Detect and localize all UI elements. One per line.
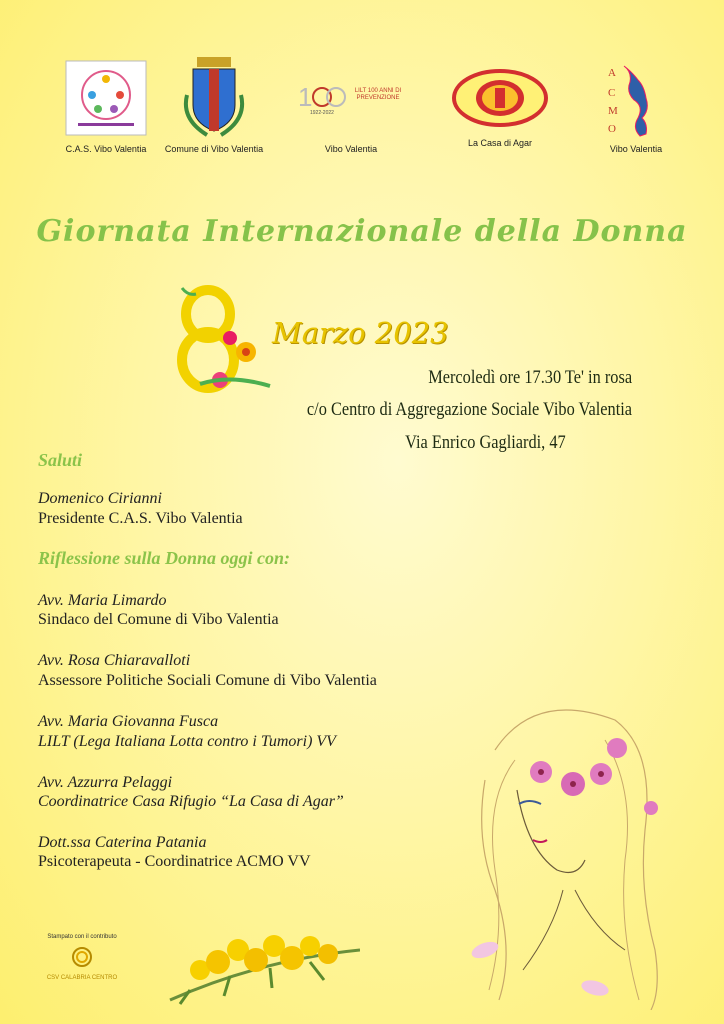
speaker-name: Avv. Azzurra Pelaggi: [38, 774, 173, 791]
lilt-text: LILT 100 ANNI DI PREVENZIONE: [354, 88, 402, 102]
casa-di-agar-icon: [451, 68, 549, 128]
speaker-name: Dott.ssa Caterina Patania: [38, 834, 207, 851]
woman-illustration-icon: [455, 690, 675, 1010]
speaker-role: Presidente C.A.S. Vibo Valentia: [38, 510, 243, 527]
mimosa-branch-icon: [160, 910, 360, 1010]
logo-lilt: [296, 58, 406, 154]
riflessione-heading: Riflessione sulla Donna oggi con:: [38, 548, 291, 568]
speaker-role: Coordinatrice Casa Rifugio “La Casa di Agar”: [38, 793, 344, 810]
acmo-map-icon: [594, 56, 678, 140]
acmo-letter: C: [608, 87, 616, 99]
sponsor-name: CSV CALABRIA CENTRO: [46, 975, 118, 981]
lilt-years: 1922-2022: [310, 110, 334, 116]
sponsor-block: [32, 934, 132, 981]
event-date: Marzo 2023: [272, 316, 449, 350]
speaker-role: LILT (Lega Italiana Lotta contro i Tumori) VV: [38, 733, 336, 750]
logo-comune: [164, 58, 264, 154]
logo-caption: La Casa di Agar: [467, 138, 533, 148]
csv-logo-icon: [71, 946, 93, 968]
speaker-name: Avv. Maria Limardo: [38, 592, 167, 609]
acmo-letter: O: [608, 123, 616, 135]
logo-caption: Vibo Valentia: [609, 144, 663, 154]
eight-flowers-icon: [160, 280, 280, 400]
speaker-name: Domenico Cirianni: [38, 490, 162, 507]
speaker-name: Avv. Rosa Chiaravalloti: [38, 652, 191, 669]
venue-place: c/o Centro di Aggregazione Sociale Vibo Valentia: [306, 399, 632, 420]
cas-logo-icon: [64, 59, 148, 137]
speaker-role: Sindaco del Comune di Vibo Valentia: [38, 611, 279, 628]
logo-casa-di-agar: [450, 58, 550, 148]
venue-address: Via Enrico Gagliardi, 47: [405, 432, 566, 453]
svg-text:1: 1: [298, 82, 313, 112]
sponsor-text: Stampato con il contributo: [47, 934, 117, 940]
saluti-heading: Saluti: [38, 450, 83, 470]
logo-caption: Vibo Valentia: [324, 144, 378, 154]
speaker-role: Assessore Politiche Sociali Comune di Vibo Valentia: [38, 672, 377, 689]
logo-caption: Comune di Vibo Valentia: [164, 144, 264, 154]
acmo-letter: A: [608, 67, 616, 79]
acmo-letter: M: [608, 105, 618, 117]
event-title: Giornata Internazionale della Donna: [36, 214, 688, 249]
speaker-role: Psicoterapeuta - Coordinatrice ACMO VV: [38, 853, 311, 870]
logo-cas: [56, 58, 156, 154]
speaker-name: Avv. Maria Giovanna Fusca: [38, 713, 219, 730]
comune-crest-icon: [179, 55, 249, 141]
venue-time: Mercoledì ore 17.30 Te' in rosa: [428, 367, 632, 388]
logo-caption: C.A.S. Vibo Valentia: [65, 144, 147, 154]
logo-acmo: [586, 58, 686, 154]
